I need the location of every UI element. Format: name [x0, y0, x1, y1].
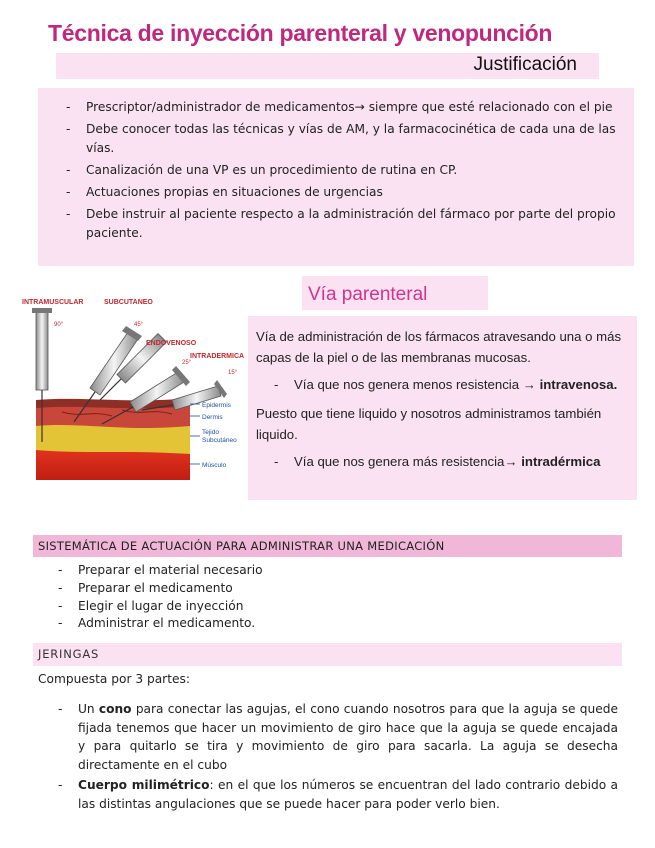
- jeringas-list: [58, 700, 618, 815]
- list-item: - Canalización de una VP es un procedimiento de rutina en CP.: [66, 161, 616, 180]
- via-paragraph-2: Puesto que tiene liquido y nosotros administramos también liquido.: [256, 406, 602, 442]
- via-bullet-1: - Vía que nos genera menos resistencia → intravenosa.: [274, 377, 618, 392]
- label-intradermica: INTRADERMICA: [190, 353, 245, 360]
- via-paragraph-1: Vía de administración de los fármacos atravesando una o más capas de la piel o de las membranas mucosas.: [256, 329, 622, 365]
- justificacion-list: [66, 98, 616, 243]
- list-item: - Debe instruir al paciente respecto a la administración del fármaco por parte del propio paciente.: [66, 205, 616, 243]
- via-bullet-1-text: Vía que nos genera menos resistencia →: [294, 377, 540, 392]
- cono-description: para conectar las agujas, el cono cuando nosotros para que la aguja se quede fijada tenemos que hacer un movimiento de giro hace que la aguja se quede encajada y para quitarlo se tira y movimiento de giro para sacarla. La aguja se desecha directamente en el cubo: [78, 702, 618, 772]
- angle-90: 90°: [54, 322, 64, 328]
- angle-25: 25°: [182, 360, 192, 366]
- cuerpo-description: : en el que los números se encuentran del lado contrario debido a las distintas angulaciones que se puede hacer para poder verlo bien.: [78, 778, 619, 811]
- epidermis-layer: [36, 398, 190, 408]
- via-heading: Vía parenteral: [308, 284, 428, 305]
- cono-pre: Un: [78, 702, 99, 716]
- jeringas-heading: JERINGAS: [38, 647, 100, 661]
- sistematica-heading: SISTEMÁTICA DE ACTUACIÓN PARA ADMINISTRAR UNA MEDICACIÓN: [38, 539, 445, 553]
- via-bullet-1-bold: intravenosa.: [539, 377, 618, 392]
- list-item: - Elegir el lugar de inyección: [58, 598, 263, 616]
- cono-term: cono: [98, 702, 132, 716]
- label-epidermis: Epidermis: [202, 402, 231, 409]
- justificacion-heading: Justificación: [473, 54, 577, 75]
- injection-routes-figure: [22, 292, 254, 482]
- via-bullet-2-text: Vía que nos genera más resistencia: [294, 454, 505, 469]
- list-item: - Administrar el medicamento.: [58, 615, 263, 633]
- justificacion-box: [38, 88, 634, 266]
- justificacion-heading-bar: [56, 53, 599, 79]
- via-parenteral-box: [248, 316, 637, 500]
- sistematica-heading-bar: [33, 535, 622, 557]
- label-endovenoso: ENDOVENOSO: [146, 340, 197, 347]
- angle-45: 45°: [134, 322, 144, 328]
- tejido-layer: [36, 423, 190, 454]
- injection-routes-illustration: [22, 292, 254, 482]
- label-tejido: Tejido: [202, 429, 219, 436]
- list-item: [58, 700, 618, 774]
- cuerpo-term: Cuerpo milimétrico: [78, 778, 210, 792]
- via-bullet-2-bold: → intradérmica: [504, 454, 601, 469]
- label-dermis: Dermis: [202, 414, 223, 421]
- via-heading-bar: [302, 276, 488, 310]
- via-bullet-2: - Vía que nos genera más resistencia→ intradérmica: [274, 454, 601, 469]
- angle-15: 15°: [228, 370, 238, 376]
- sistematica-list: [58, 562, 263, 633]
- page-title: Técnica de inyección parenteral y venopunción: [48, 20, 553, 46]
- list-item: - Debe conocer todas las técnicas y vías de AM, y la farmacocinética de cada una de las vías.: [66, 120, 616, 158]
- label-intramuscular: INTRAMUSCULAR: [22, 299, 84, 306]
- list-item: - Preparar el medicamento: [58, 580, 263, 598]
- label-subcutaneo-layer: Subcutáneo: [202, 437, 237, 444]
- jeringas-intro: Compuesta por 3 partes:: [38, 672, 190, 686]
- list-item: - Actuaciones propias en situaciones de urgencias: [66, 183, 616, 202]
- label-musculo: Músculo: [202, 462, 227, 469]
- list-item: [58, 776, 618, 813]
- list-item: - Preparar el material necesario: [58, 562, 263, 580]
- label-subcutaneo: SUBCUTANEO: [104, 299, 153, 306]
- jeringas-heading-bar: [33, 643, 622, 666]
- list-item: - Prescriptor/administrador de medicamentos→ siempre que esté relacionado con el pie: [66, 98, 616, 117]
